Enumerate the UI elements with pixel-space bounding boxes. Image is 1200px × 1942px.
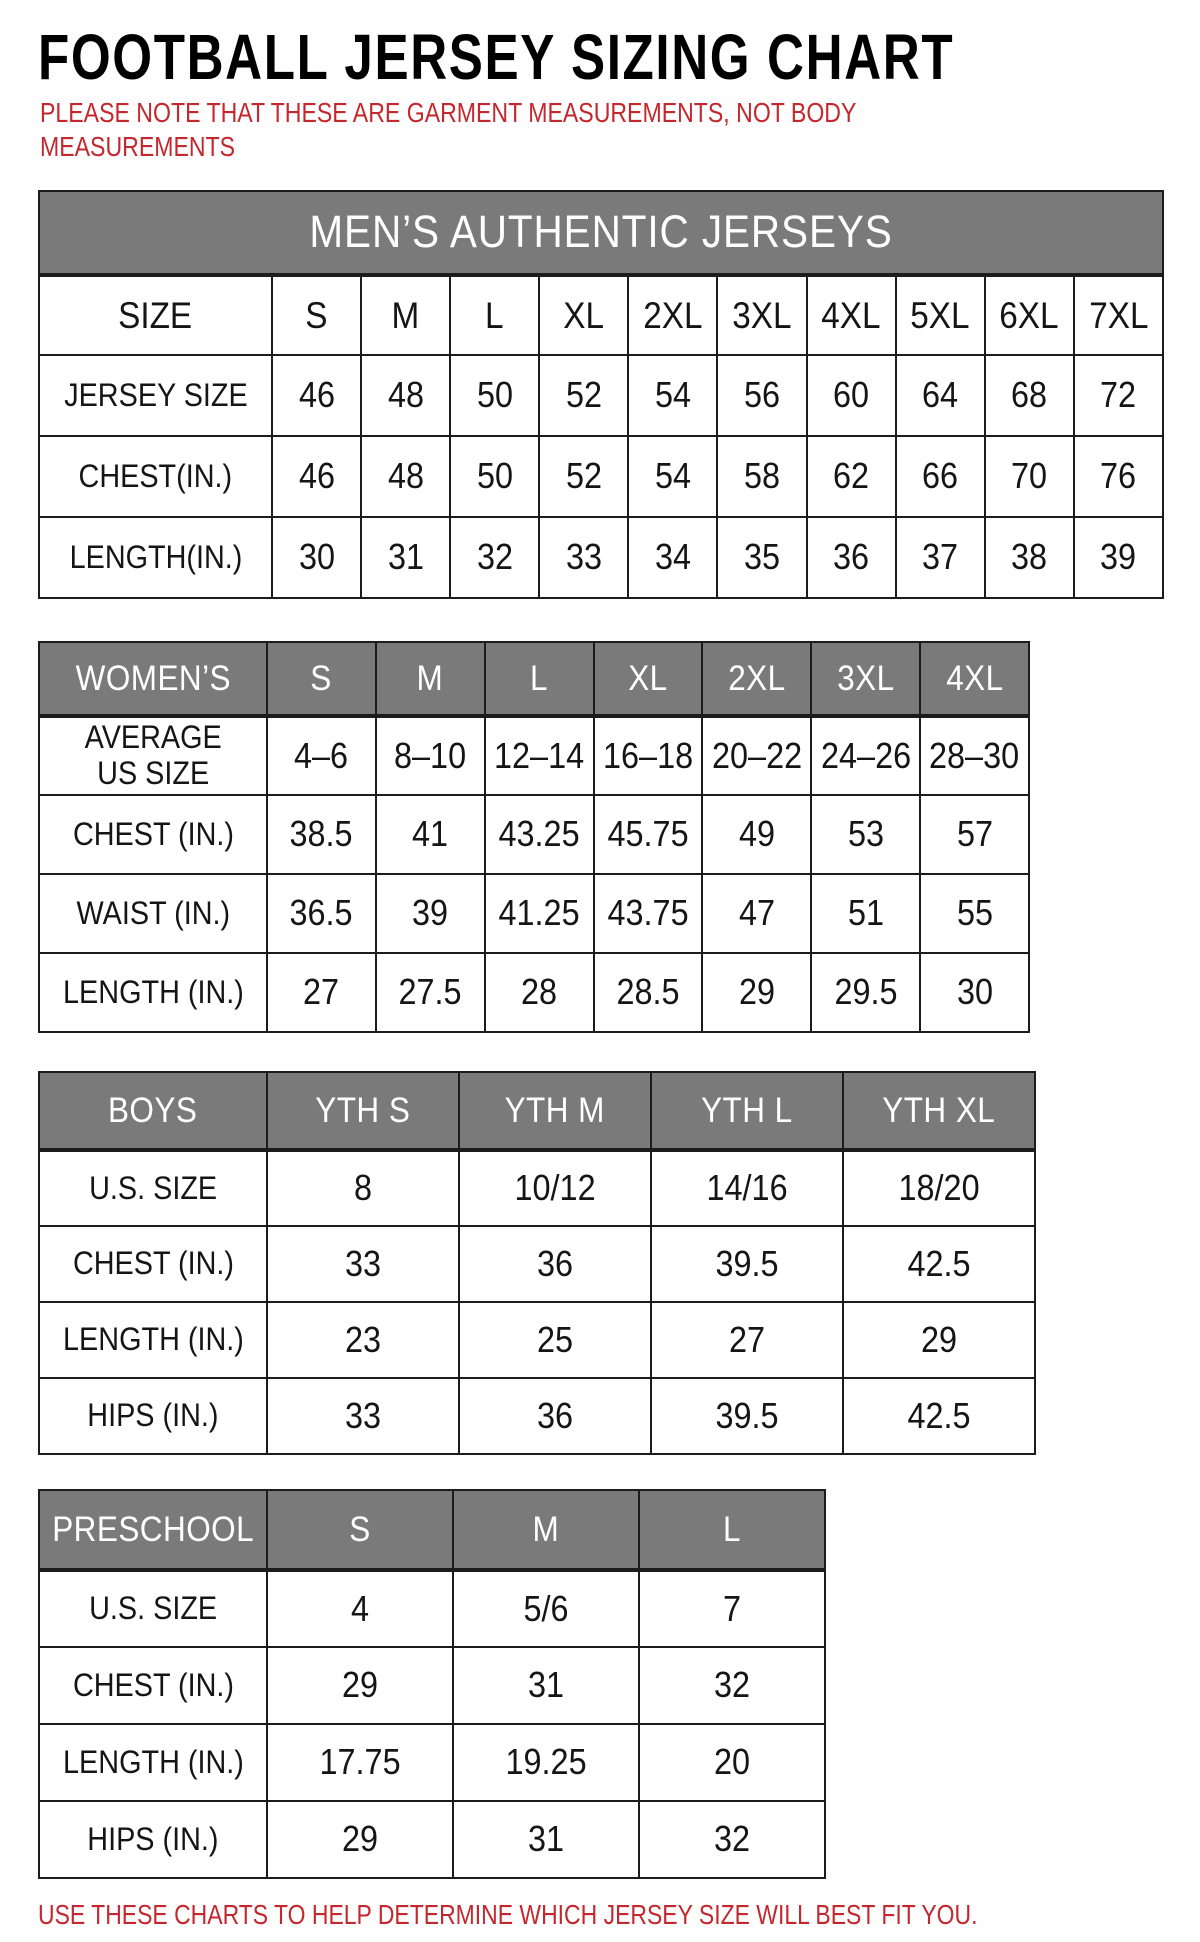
boys-chest-in-yth-xl [843, 1226, 1035, 1302]
preschool-col-header-preschool [39, 1490, 267, 1570]
mens-col-header-xl [539, 275, 628, 355]
mens-jersey-size-6xl-text: 68 [1011, 374, 1048, 416]
sizing-chart-page [38, 22, 1200, 1931]
garment-measurement-note-text: PLEASE NOTE THAT THESE ARE GARMENT MEASUREMENTS, NOT BODY MEASUREMENTS [40, 97, 856, 162]
preschool-row-label-u-s-size [39, 1570, 267, 1647]
mens-row-label-text-jersey-size: JERSEY SIZE [63, 376, 248, 413]
boys-chest-in-yth-m-text: 36 [536, 1242, 574, 1284]
mens-jersey-size-l-text: 50 [476, 374, 513, 416]
preschool-col-header-l [639, 1490, 825, 1570]
womens-row-waist-in [39, 874, 1029, 953]
mens-chest-in-m-text: 48 [387, 455, 424, 497]
preschool-hips-in-s-text: 29 [341, 1818, 379, 1860]
boys-u-s-size-yth-xl [843, 1150, 1035, 1226]
womens-col-header-text-3xl: 3XL [836, 658, 895, 698]
boys-col-header-boys [39, 1072, 267, 1150]
womens-col-header-4xl [920, 642, 1029, 716]
womens-average-us-size-l-text: 12–14 [494, 734, 585, 776]
mens-jersey-size-l [450, 355, 539, 436]
mens-length-in-5xl-text: 37 [922, 536, 959, 578]
mens-jersey-size-3xl-text: 56 [743, 374, 781, 416]
garment-measurement-note [40, 96, 1200, 164]
preschool-row-label-hips-in [39, 1801, 267, 1878]
page-title-text: FOOTBALL JERSEY SIZING CHART [38, 21, 955, 93]
mens-length-in-s-text: 30 [298, 536, 335, 578]
womens-col-header-3xl [811, 642, 920, 716]
mens-length-in-3xl [717, 517, 806, 598]
mens-col-header-text-xl: XL [563, 294, 605, 336]
mens-col-header-s [272, 275, 361, 355]
mens-length-in-3xl-text: 35 [743, 536, 781, 578]
mens-sizing-table [38, 190, 1164, 599]
womens-row-average-us-size [39, 716, 1029, 795]
boys-chest-in-yth-xl-text: 42.5 [907, 1242, 971, 1284]
mens-col-header-3xl [717, 275, 806, 355]
mens-length-in-4xl [807, 517, 896, 598]
boys-length-in-yth-m [459, 1302, 651, 1378]
womens-chest-in-m [376, 795, 485, 874]
womens-sizing-table [38, 641, 1030, 1033]
womens-average-us-size-xl [594, 716, 703, 795]
mens-chest-in-6xl [985, 436, 1074, 517]
womens-col-header-women-s [39, 642, 267, 716]
preschool-hips-in-s [267, 1801, 453, 1878]
womens-average-us-size-4xl [920, 716, 1029, 795]
mens-length-in-2xl [628, 517, 717, 598]
womens-length-in-m-text: 27.5 [398, 971, 462, 1013]
preschool-u-s-size-m-text: 5/6 [523, 1587, 569, 1629]
mens-chest-in-2xl [628, 436, 717, 517]
womens-waist-in-xl [594, 874, 703, 953]
womens-waist-in-4xl [920, 874, 1029, 953]
mens-length-in-6xl-text: 38 [1011, 536, 1048, 578]
mens-col-header-7xl [1074, 275, 1163, 355]
womens-length-in-l-text: 28 [521, 971, 558, 1013]
womens-row-label-text-waist-in: WAIST (IN.) [76, 894, 230, 931]
womens-length-in-xl [594, 953, 703, 1032]
womens-row-label-waist-in [39, 874, 267, 953]
womens-average-us-size-3xl-text: 24–26 [820, 734, 911, 776]
womens-row-label-length-in [39, 953, 267, 1032]
womens-col-header-text-m: M [416, 658, 444, 698]
mens-length-in-s [272, 517, 361, 598]
mens-chest-in-5xl-text: 66 [922, 455, 959, 497]
womens-col-header-xl [594, 642, 703, 716]
womens-col-header-text-women-s: WOMEN’S [75, 658, 231, 698]
womens-waist-in-l [485, 874, 594, 953]
mens-length-in-7xl [1074, 517, 1163, 598]
mens-jersey-size-m [361, 355, 450, 436]
sizing-tables [38, 190, 1200, 1879]
womens-col-header-text-l: L [530, 658, 549, 698]
boys-hips-in-yth-s [267, 1378, 459, 1454]
womens-col-header-s [267, 642, 376, 716]
mens-row-jersey-size [39, 355, 1163, 436]
mens-length-in-4xl-text: 36 [833, 536, 870, 578]
preschool-u-s-size-s [267, 1570, 453, 1647]
womens-average-us-size-s-text: 4–6 [294, 734, 349, 776]
womens-chest-in-s [267, 795, 376, 874]
boys-col-header-text-yth-l: YTH L [701, 1090, 793, 1130]
womens-waist-in-4xl-text: 55 [956, 892, 993, 934]
preschool-hips-in-m [453, 1801, 639, 1878]
mens-jersey-size-6xl [985, 355, 1074, 436]
mens-chest-in-7xl [1074, 436, 1163, 517]
mens-chest-in-l [450, 436, 539, 517]
womens-waist-in-xl-text: 43.75 [607, 892, 689, 934]
womens-average-us-size-3xl [811, 716, 920, 795]
preschool-col-header-text-s: S [349, 1509, 371, 1549]
mens-col-header-text-6xl: 6XL [999, 294, 1059, 336]
mens-col-header-size [39, 275, 272, 355]
mens-col-header-6xl [985, 275, 1074, 355]
womens-col-header-text-2xl: 2XL [728, 658, 786, 698]
boys-u-s-size-yth-m-text: 10/12 [514, 1167, 596, 1209]
mens-jersey-size-5xl [896, 355, 985, 436]
womens-chest-in-2xl [702, 795, 811, 874]
boys-u-s-size-yth-l [651, 1150, 843, 1226]
boys-hips-in-yth-l-text: 39.5 [715, 1394, 779, 1436]
womens-average-us-size-xl-text: 16–18 [602, 734, 693, 776]
boys-row-label-text-length-in: LENGTH (IN.) [62, 1321, 244, 1358]
womens-chest-in-m-text: 41 [412, 813, 449, 855]
boys-row-label-hips-in [39, 1378, 267, 1454]
mens-length-in-xl-text: 33 [565, 536, 602, 578]
boys-hips-in-yth-m [459, 1378, 651, 1454]
womens-row-chest-in [39, 795, 1029, 874]
mens-jersey-size-2xl-text: 54 [654, 374, 691, 416]
mens-col-header-text-5xl: 5XL [910, 294, 970, 336]
mens-table-title-text: MEN’S AUTHENTIC JERSEYS [309, 206, 893, 258]
boys-col-header-text-yth-s: YTH S [315, 1090, 411, 1130]
boys-length-in-yth-s-text: 23 [344, 1318, 382, 1360]
mens-row-length-in [39, 517, 1163, 598]
womens-length-in-4xl [920, 953, 1029, 1032]
preschool-hips-in-l-text: 32 [713, 1818, 751, 1860]
mens-length-in-m-text: 31 [387, 536, 424, 578]
preschool-row-label-length-in [39, 1724, 267, 1801]
boys-chest-in-yth-m [459, 1226, 651, 1302]
boys-col-header-text-yth-m: YTH M [504, 1090, 606, 1130]
preschool-col-header-text-l: L [723, 1509, 741, 1549]
footer-note [38, 1899, 1200, 1931]
womens-col-header-m [376, 642, 485, 716]
mens-table-title [39, 191, 1163, 275]
mens-chest-in-xl [539, 436, 628, 517]
preschool-col-header-text-m: M [532, 1509, 560, 1549]
preschool-row-label-text-chest-in: CHEST (IN.) [72, 1666, 234, 1703]
boys-col-header-yth-m [459, 1072, 651, 1150]
preschool-row-label-text-length-in: LENGTH (IN.) [62, 1743, 244, 1780]
boys-length-in-yth-xl [843, 1302, 1035, 1378]
footer-note-text: USE THESE CHARTS TO HELP DETERMINE WHICH JERSEY SIZE WILL BEST FIT YOU. [38, 1899, 978, 1930]
mens-jersey-size-4xl [807, 355, 896, 436]
preschool-row-u-s-size [39, 1570, 825, 1647]
mens-chest-in-7xl-text: 76 [1100, 455, 1137, 497]
mens-col-header-text-l: L [485, 294, 504, 336]
womens-col-header-l [485, 642, 594, 716]
mens-row-label-text-length-in: LENGTH(IN.) [69, 538, 242, 575]
preschool-hips-in-m-text: 31 [527, 1818, 565, 1860]
mens-length-in-l-text: 32 [476, 536, 513, 578]
womens-length-in-2xl-text: 29 [738, 971, 775, 1013]
mens-jersey-size-s [272, 355, 361, 436]
womens-waist-in-2xl [702, 874, 811, 953]
womens-chest-in-4xl [920, 795, 1029, 874]
mens-chest-in-3xl-text: 58 [743, 455, 781, 497]
womens-length-in-s-text: 27 [303, 971, 340, 1013]
preschool-row-hips-in [39, 1801, 825, 1878]
preschool-chest-in-m-text: 31 [527, 1664, 565, 1706]
preschool-row-label-text-u-s-size: U.S. SIZE [88, 1590, 218, 1627]
mens-chest-in-s [272, 436, 361, 517]
womens-average-us-size-4xl-text: 28–30 [929, 734, 1020, 776]
boys-length-in-yth-l [651, 1302, 843, 1378]
womens-length-in-xl-text: 28.5 [616, 971, 680, 1013]
preschool-length-in-m-text: 19.25 [505, 1741, 587, 1783]
mens-length-in-7xl-text: 39 [1100, 536, 1137, 578]
preschool-length-in-s [267, 1724, 453, 1801]
womens-chest-in-s-text: 38.5 [289, 813, 353, 855]
womens-length-in-s [267, 953, 376, 1032]
mens-col-header-l [450, 275, 539, 355]
womens-length-in-2xl [702, 953, 811, 1032]
mens-length-in-xl [539, 517, 628, 598]
womens-waist-in-l-text: 41.25 [498, 892, 580, 934]
mens-chest-in-l-text: 50 [476, 455, 513, 497]
mens-chest-in-4xl [807, 436, 896, 517]
mens-col-header-text-m: M [391, 294, 420, 336]
womens-waist-in-m [376, 874, 485, 953]
womens-row-label-text-chest-in: CHEST (IN.) [72, 815, 234, 852]
preschool-length-in-l [639, 1724, 825, 1801]
preschool-col-header-text-preschool: PRESCHOOL [52, 1509, 254, 1549]
womens-chest-in-xl-text: 45.75 [607, 813, 689, 855]
boys-col-header-yth-l [651, 1072, 843, 1150]
boys-row-label-length-in [39, 1302, 267, 1378]
boys-chest-in-yth-l [651, 1226, 843, 1302]
boys-length-in-yth-xl-text: 29 [920, 1318, 958, 1360]
womens-col-header-text-xl: XL [628, 658, 668, 698]
preschool-length-in-s-text: 17.75 [319, 1741, 401, 1783]
womens-row-label-average-us-size [39, 716, 267, 795]
boys-chest-in-yth-l-text: 39.5 [715, 1242, 779, 1284]
preschool-chest-in-l-text: 32 [713, 1664, 751, 1706]
mens-col-header-text-3xl: 3XL [732, 294, 792, 336]
womens-chest-in-2xl-text: 49 [738, 813, 775, 855]
womens-chest-in-xl [594, 795, 703, 874]
preschool-u-s-size-l [639, 1570, 825, 1647]
womens-chest-in-3xl-text: 53 [847, 813, 884, 855]
preschool-u-s-size-s-text: 4 [350, 1587, 370, 1629]
boys-row-length-in [39, 1302, 1035, 1378]
mens-chest-in-3xl [717, 436, 806, 517]
boys-length-in-yth-s [267, 1302, 459, 1378]
preschool-row-length-in [39, 1724, 825, 1801]
preschool-u-s-size-l-text: 7 [722, 1587, 742, 1629]
boys-row-u-s-size [39, 1150, 1035, 1226]
mens-chest-in-xl-text: 52 [565, 455, 602, 497]
boys-row-label-chest-in [39, 1226, 267, 1302]
boys-u-s-size-yth-l-text: 14/16 [706, 1167, 788, 1209]
boys-sizing-table [38, 1071, 1036, 1455]
womens-chest-in-l-text: 43.25 [498, 813, 580, 855]
preschool-chest-in-l [639, 1647, 825, 1724]
mens-jersey-size-3xl [717, 355, 806, 436]
womens-waist-in-s [267, 874, 376, 953]
womens-length-in-3xl-text: 29.5 [834, 971, 898, 1013]
womens-chest-in-4xl-text: 57 [956, 813, 993, 855]
mens-col-header-m [361, 275, 450, 355]
womens-col-header-text-s: S [310, 658, 333, 698]
boys-row-hips-in [39, 1378, 1035, 1454]
mens-chest-in-m [361, 436, 450, 517]
mens-col-header-2xl [628, 275, 717, 355]
mens-col-header-text-s: S [305, 294, 328, 336]
boys-u-s-size-yth-s [267, 1150, 459, 1226]
boys-hips-in-yth-m-text: 36 [536, 1394, 574, 1436]
boys-col-header-text-yth-xl: YTH XL [882, 1090, 996, 1130]
womens-average-us-size-l [485, 716, 594, 795]
preschool-row-chest-in [39, 1647, 825, 1724]
preschool-chest-in-m [453, 1647, 639, 1724]
mens-jersey-size-s-text: 46 [298, 374, 335, 416]
boys-chest-in-yth-s [267, 1226, 459, 1302]
womens-chest-in-l [485, 795, 594, 874]
womens-average-us-size-2xl [702, 716, 811, 795]
mens-row-label-text-chest-in: CHEST(IN.) [78, 457, 233, 494]
mens-jersey-size-7xl-text: 72 [1100, 374, 1137, 416]
preschool-col-header-s [267, 1490, 453, 1570]
boys-u-s-size-yth-xl-text: 18/20 [898, 1167, 980, 1209]
mens-jersey-size-4xl-text: 60 [833, 374, 870, 416]
boys-row-label-u-s-size [39, 1150, 267, 1226]
boys-row-label-text-hips-in: HIPS (IN.) [87, 1397, 219, 1434]
boys-hips-in-yth-xl [843, 1378, 1035, 1454]
mens-col-header-text-2xl: 2XL [643, 294, 703, 336]
boys-row-chest-in [39, 1226, 1035, 1302]
womens-length-in-l [485, 953, 594, 1032]
womens-waist-in-3xl [811, 874, 920, 953]
mens-length-in-5xl [896, 517, 985, 598]
boys-length-in-yth-m-text: 25 [536, 1318, 574, 1360]
mens-jersey-size-2xl [628, 355, 717, 436]
mens-chest-in-5xl [896, 436, 985, 517]
preschool-u-s-size-m [453, 1570, 639, 1647]
boys-chest-in-yth-s-text: 33 [344, 1242, 382, 1284]
preschool-length-in-l-text: 20 [713, 1741, 751, 1783]
womens-row-label-chest-in [39, 795, 267, 874]
boys-u-s-size-yth-s-text: 8 [353, 1167, 373, 1209]
mens-col-header-4xl [807, 275, 896, 355]
boys-length-in-yth-l-text: 27 [728, 1318, 766, 1360]
mens-col-header-text-size: SIZE [118, 294, 193, 336]
boys-row-label-text-chest-in: CHEST (IN.) [72, 1245, 234, 1282]
mens-jersey-size-7xl [1074, 355, 1163, 436]
mens-row-label-jersey-size [39, 355, 272, 436]
mens-col-header-5xl [896, 275, 985, 355]
mens-chest-in-6xl-text: 70 [1011, 455, 1048, 497]
womens-average-us-size-s [267, 716, 376, 795]
womens-average-us-size-m-text: 8–10 [394, 734, 467, 776]
mens-chest-in-2xl-text: 54 [654, 455, 691, 497]
womens-waist-in-s-text: 36.5 [289, 892, 353, 934]
mens-col-header-text-7xl: 7XL [1088, 294, 1149, 336]
mens-row-label-length-in [39, 517, 272, 598]
womens-chest-in-3xl [811, 795, 920, 874]
boys-hips-in-yth-s-text: 33 [344, 1394, 382, 1436]
mens-jersey-size-xl-text: 52 [565, 374, 602, 416]
womens-average-us-size-2xl-text: 20–22 [711, 734, 802, 776]
preschool-hips-in-l [639, 1801, 825, 1878]
womens-waist-in-m-text: 39 [412, 892, 449, 934]
womens-col-header-2xl [702, 642, 811, 716]
womens-col-header-text-4xl: 4XL [945, 658, 1004, 698]
preschool-sizing-table [38, 1489, 826, 1879]
womens-length-in-m [376, 953, 485, 1032]
boys-hips-in-yth-xl-text: 42.5 [907, 1394, 971, 1436]
boys-row-label-text-u-s-size: U.S. SIZE [88, 1169, 218, 1206]
womens-average-us-size-m [376, 716, 485, 795]
womens-length-in-3xl [811, 953, 920, 1032]
womens-row-length-in [39, 953, 1029, 1032]
mens-chest-in-4xl-text: 62 [833, 455, 870, 497]
mens-row-label-chest-in [39, 436, 272, 517]
mens-jersey-size-5xl-text: 64 [922, 374, 959, 416]
preschool-row-label-text-hips-in: HIPS (IN.) [87, 1820, 219, 1857]
mens-length-in-6xl [985, 517, 1074, 598]
boys-hips-in-yth-l [651, 1378, 843, 1454]
boys-col-header-text-boys: BOYS [108, 1090, 198, 1130]
mens-length-in-l [450, 517, 539, 598]
womens-row-label-text-average-us-size: AVERAGE US SIZE [84, 719, 222, 791]
womens-waist-in-3xl-text: 51 [847, 892, 884, 934]
mens-length-in-m [361, 517, 450, 598]
preschool-col-header-m [453, 1490, 639, 1570]
page-title [38, 22, 1200, 92]
boys-u-s-size-yth-m [459, 1150, 651, 1226]
mens-col-header-text-4xl: 4XL [821, 294, 881, 336]
preschool-length-in-m [453, 1724, 639, 1801]
boys-col-header-yth-xl [843, 1072, 1035, 1150]
womens-waist-in-2xl-text: 47 [738, 892, 775, 934]
mens-jersey-size-xl [539, 355, 628, 436]
boys-col-header-yth-s [267, 1072, 459, 1150]
mens-jersey-size-m-text: 48 [387, 374, 424, 416]
mens-chest-in-s-text: 46 [298, 455, 335, 497]
preschool-chest-in-s [267, 1647, 453, 1724]
preschool-row-label-chest-in [39, 1647, 267, 1724]
mens-length-in-2xl-text: 34 [654, 536, 691, 578]
preschool-chest-in-s-text: 29 [341, 1664, 379, 1706]
womens-row-label-text-length-in: LENGTH (IN.) [62, 973, 244, 1010]
womens-length-in-4xl-text: 30 [956, 971, 993, 1013]
mens-row-chest-in [39, 436, 1163, 517]
